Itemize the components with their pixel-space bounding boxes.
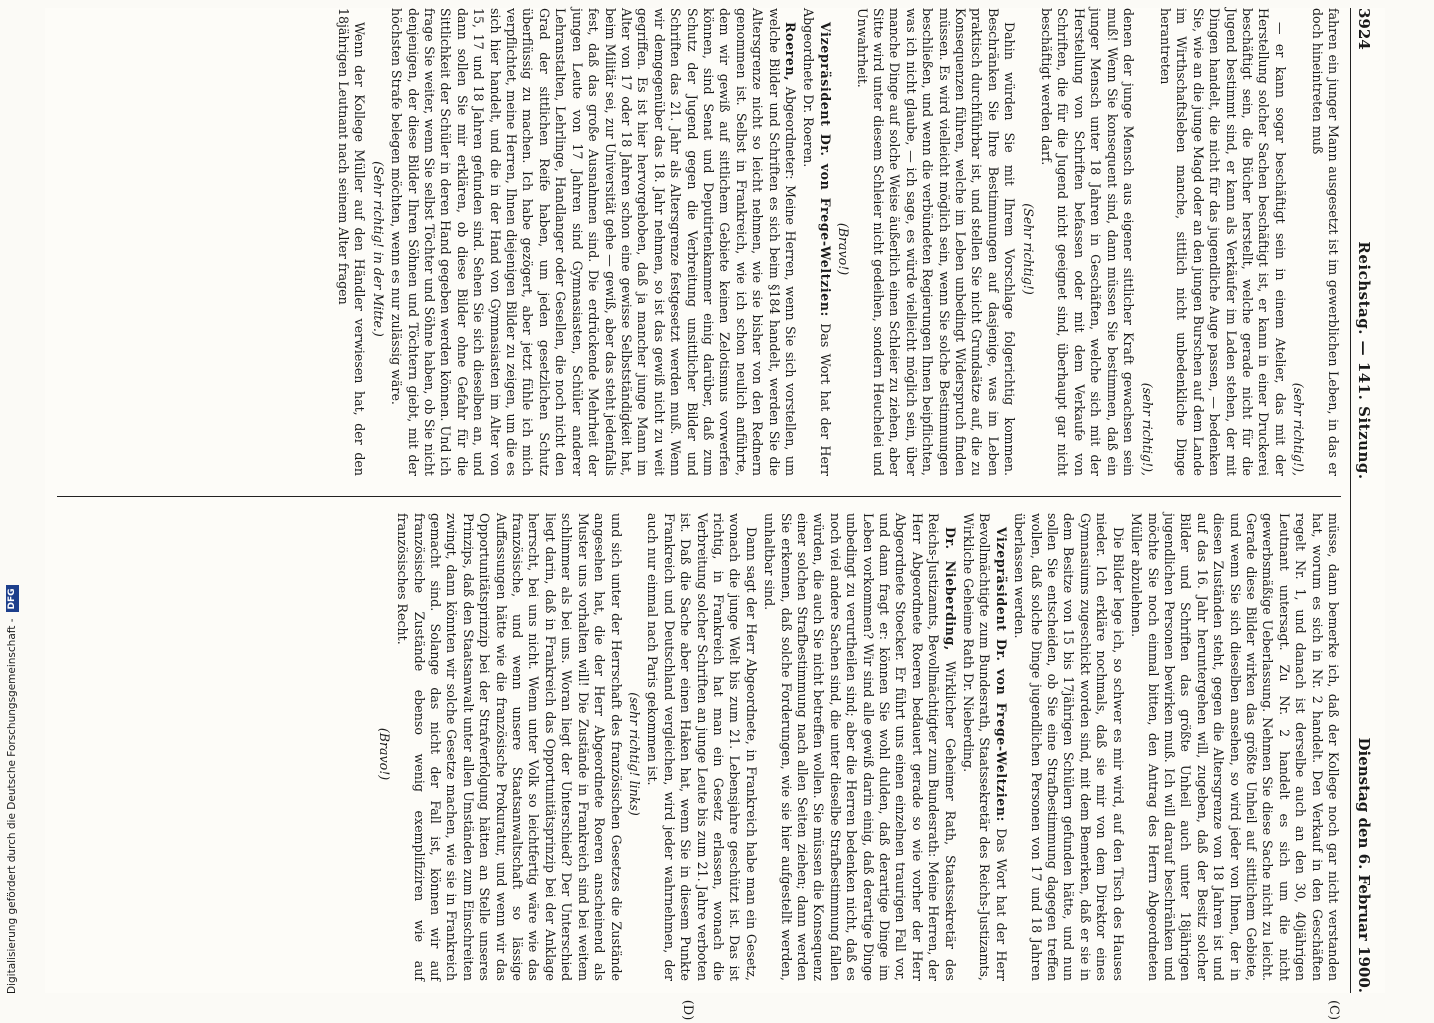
- footer-text: Digitalisierung gefördert durch die Deutsche Forschungsgemeinschaft -: [6, 618, 18, 994]
- paragraph: müsse, dann bemerke ich, daß der Kollege noch gar nicht verstanden hat, worum es sich in Nr. 2 handelt. Den Verkauf in den Geschäften regelt Nr. 1, und danach ist derselbe auch an den 30, 40jährigen Leutnant untersagt. Zu Nr. 2 handelt es sich um die nicht gewerbsmäßige Ueberlassung. Nehmen Sie diese Sache nicht zu leicht. Gerade diese Bilder wirken das größte Unheil auf sittlichem Gebiete, und wenn Sie sich dieselben ansehen, so wird jeder von Ihnen, der in diesen Zuständen steht, gegen die Altersgrenze von 18 Jahren ist und auf das 16. Jahr heruntergehen will, zugeben, daß der Besitz solcher Bilder und Schriften das größte Unheil auch unter 18jährigen jugendlichen Personen bewirken muß. Ich will darauf beschränken und möchte Sie noch einmal bitten, den Antrag des Herrn Abgeordneten Müller abzulehnen.: [1129, 513, 1341, 981]
- session-title: Reichstag. — 141. Sitzung.: [1355, 241, 1373, 480]
- paragraph: und sich unter der Herrschaft des französischen Gesetzes die Zustände angesehen hat, die der Herr Abgeordnete Roeren anscheinend als Muster uns vorhalten will! Die Zustände in Frankreich sind bei weitem schlimmer als bei uns. Woran liegt der Unterschied? Der Unterschied liegt darin, daß in Frankreich das Opportunitätsprinzip bei der Anklage herrscht, bei uns nicht. Wenn unter Volk so leichtfertig wäre wie das französische, und wenn unsere Staatsanwaltschaft so lässige Auffassungen hätte wie die französische Prokuratur, und wenn wir das Opportunitätsprinzip bei der Strafverfolgung hätten an Stelle unseres Prinzips, daß den Staatsanwalt unter allen Umständen zum Einschreiten zwingt, dann könnten wir solche Gesetze machen, wie sie in Frankreich gemacht sind. Solange das nicht der Fall ist, können wir auf französische Zustände ebenso wenig exemplifiziren wie auf französisches Recht.: [395, 513, 624, 981]
- digitization-footer: [4, 574, 20, 994]
- margin-marker-a: [1326, 0, 1341, 4]
- rotated-document-page: [45, 8, 1385, 1021]
- paragraph: — er kann sogar beschäftigt sein in einem Atelier, das mit der Herstellung solcher Sachen beschäftigt ist, er kann in einer Druckerei beschäftigt sein, die Bücher herstellt, welche gerade nicht für die Jugend bestimmt sind, er kann als Verkäufer im Laden stehen, der mit Dingen handelt, die nicht für das jugendliche Auge passen, — bedenken Sie, wie an die junge Magd oder an den jungen Burschen auf dem Lande im Wirthschaftsleben manche, sittlich nicht unbedenkliche Dinge herantreten: [1157, 8, 1288, 476]
- speaker-paragraph: [761, 513, 958, 981]
- interjection: (sehr richtig!),: [1139, 382, 1155, 476]
- speaker-paragraph: [800, 8, 833, 476]
- left-column: [57, 8, 1341, 476]
- interjection: (sehr richtig! links): [626, 692, 642, 816]
- page-header: [1355, 8, 1385, 993]
- footer-caption: [4, 574, 20, 994]
- paragraph: Dahin würden Sie mit Ihrem Vorschlage folgerichtig kommen. Beschränken Sie Ihre Bestimmungen auf dasjenige, was im Leben praktisch durchführbar ist, und stellen Sie nicht Grundsätze auf, die zu Konsequenzen führen, welche im Leben unbedingt Widerspruch finden müssen. Es wird vielleicht möglich sein, wenn Sie solche Bestimmungen beschließen, und wenn die verbündeten Regierungen Ihnen beipflichten, was ich nicht glaube, — ich sage, es würde vielleicht möglich sein, über manche Dinge auf solche Weise äußerlich einen Schleier zu ziehen, aber Sitte wird unter diesem Schleier nicht gedeihen, sondern Heuchelei und Unwahrheit.: [854, 8, 1018, 476]
- speaker-name: Vizepräsident Dr. von Frege-Weltzien:: [817, 22, 833, 317]
- paragraph: Dann sagt der Herr Abgeordnete, in Frankreich habe man ein Gesetz, wonach die junge Welt bis zum 21. Lebensjahre geschützt ist. Das ist richtig, in Frankreich hat man ein Gesetz erlassen, wonach die Verbreitung solcher Schriften an junge Leute bis zum 21. Jahre verboten ist. Daß die Sache aber einen Haken hat, wenn Sie in diesem Punkte Frankreich und Deutschland vergleichen, wird jeder wahrnehmen, der auch nur einmal nach Paris gekommen ist.: [645, 513, 759, 981]
- interjection: (Bravo!): [836, 222, 852, 276]
- interjection: (sehr richtig!),: [1291, 382, 1307, 476]
- speaker-paragraph: [960, 513, 1009, 981]
- paragraph: denen der junge Mensch aus eigener sittlicher Kraft gewachsen sein muß! Wenn Sie konsequent sind, dann müssen Sie bestimmen, daß ein junger Mensch unter 18 Jahren in Geschäften, welche sich mit der Herstellung von Schriften befassen oder mit dem Verkaufe von Schriften, die für die Jugend nicht geeignet sind, überhaupt gar nicht beschäftigt werden darf.: [1039, 8, 1137, 476]
- margin-marker-d: (D): [680, 999, 695, 1021]
- margin-marker-b: [680, 0, 695, 4]
- interjection: (Bravo!): [376, 727, 392, 781]
- speaker-paragraph: [388, 8, 798, 476]
- column-divider: [57, 496, 1341, 497]
- speaker-name: Dr. Nieberding,: [942, 527, 958, 651]
- paragraph: fahren ein junger Mann ausgesetzt ist im gewerblichen Leben, in das er doch hineintreten muß: [1309, 8, 1341, 476]
- paragraph-text: Das Wort hat der Herr Bevollmächtigte zum Bundesrath, Staatssekretär des Reichs-Justizamts, Wirkliche Geheime Rath Dr. Nieberding.: [961, 513, 1009, 981]
- paragraph-text: Das Wort hat der Herr Abgeordnete Dr. Roeren.: [801, 8, 833, 476]
- interjection: (Sehr richtig!): [1020, 203, 1036, 295]
- paragraph-text: Abgeordneter: Meine Herren, wenn Sie sich vorstellen, um welche Bilder und Schriften es sich beim §184 handelt, werden Sie die Altersgrenze nicht so leicht nehmen, wie sie bisher von den Rednern genommen ist. Selbst in Frankreich, wie ich schon neulich anführte, dem wir gewiß auf sittlichem Gebiete keinen Zelotismus vorwerfen können, sind Senat und Deputirtenkammer einig darüber, daß zum Schutz der Jugend gegen die Verbreitung unsittlicher Bilder und Schriften das 21. Jahr als Altersgrenze festgesetzt werden muß. Wenn wir demgegenüber das 18. Jahr nehmen, so ist das gewiß nicht zu weit gegriffen. Es ist hier hervorgehoben, daß ja mancher junge Mann im Alter von 17 oder 18 Jahren schon eine gewisse Selbstständigkeit hat, beim Militär sei, zur Universität gehe — gewiß, aber das steht jedenfalls fest, daß das große Ausnahmen sind. Die erdrückende Mehrheit der jungen Leute von 17 Jahren sind Gymnasiasten, Schüler anderer Lehranstalten, Lehrlinge, Handlanger oder Gesellen, die noch nicht den Grad der sittlichen Reife haben, um jeden gesetzlichen Schutz überflüssig zu machen. Ich habe gezögert, aber jetzt fühle ich mich verpflichtet, meine Herren, Ihnen diejenigen Bilder zu zeigen, um die es sich hier handelt, und die in der Hand von Gymnasiasten im Alter von 15, 17 und 18 Jahren gefunden sind. Sehen Sie sich dieselben an, und dann sollen Sie mir erklären, ob diese Bilder ohne Gefahr für die Sittlichkeit der Schüler in deren Hand gegeben werden können. Und ich frage Sie weiter, wenn Sie selbst Töchter und Söhne haben, ob Sie nicht denjenigen, der diese Bilder Ihren Söhnen und Töchtern giebt, mit der höchsten Strafe belegen möchten, wenn es nur zulässig wäre.: [389, 8, 798, 476]
- session-date: Dienstag den 6. Februar 1900.: [1355, 737, 1373, 993]
- page-number: 3924: [1355, 8, 1373, 50]
- speaker-name: Vizepräsident Dr. von Frege-Weltzien:: [993, 527, 1009, 822]
- paragraph: Wenn der Kollege Müller auf den Händler verwiesen hat, der den 18jährigen Leutnant nach seinem Alter fragen: [336, 8, 368, 476]
- paragraph-text: Wirklicher Geheimer Rath, Staatssekretär des Reichs-Justizamts, Bevollmächtigter zum Bundesrath: Meine Herren, der Herr Abgeordnete Roeren bedauert gerade so wie vorher der Herr Abgeordnete Stoecker. Er führt uns einen einzelnen traurigen Fall vor, und dann fragt er: können Sie wohl dulden, daß derartige Dinge im Leben vorkommen? Wir sind alle gewiß darin einig, daß derartige Dinge unbedingt zu verurtheilen sind; aber die Herren bedenken nicht, daß es noch viel andere Sachen sind, die unter dieselbe Strafbestimmung fallen würden, die auch Sie nicht betreffen wollen. Sie müssen die Konsequenz einer solchen Strafbestimmung nach allen Seiten ziehen; dann werden Sie erkennen, daß solche Forderungen, wie sie hier aufgestellt werden, unhaltbar sind.: [762, 513, 958, 981]
- paragraph: Die Bilder lege ich, so schwer es mir wird, auf den Tisch des Hauses nieder. Ich erkläre nochmals, daß sie mir von dem Direktor eines Gymnasiums zugeschickt worden sind, mit dem Bemerken, daß er sie in dem Besitze von 15 bis 17jährigen Schülern gefunden hätte, und nun sollen Sie entscheiden, ob Sie eine Strafbestimmung dagegen treffen wollen, daß solche Dinge jugendlichen Personen von 17 und 18 Jahren überlassen werden.: [1012, 513, 1126, 981]
- margin-marker-c: (C): [1326, 999, 1341, 1021]
- interjection: (Sehr richtig! in der Mitte.): [370, 161, 386, 337]
- right-column: [57, 513, 1341, 981]
- header-rule: [1350, 8, 1351, 993]
- speaker-name: Roeren,: [783, 22, 798, 82]
- dfg-logo-icon: DFG: [6, 585, 19, 612]
